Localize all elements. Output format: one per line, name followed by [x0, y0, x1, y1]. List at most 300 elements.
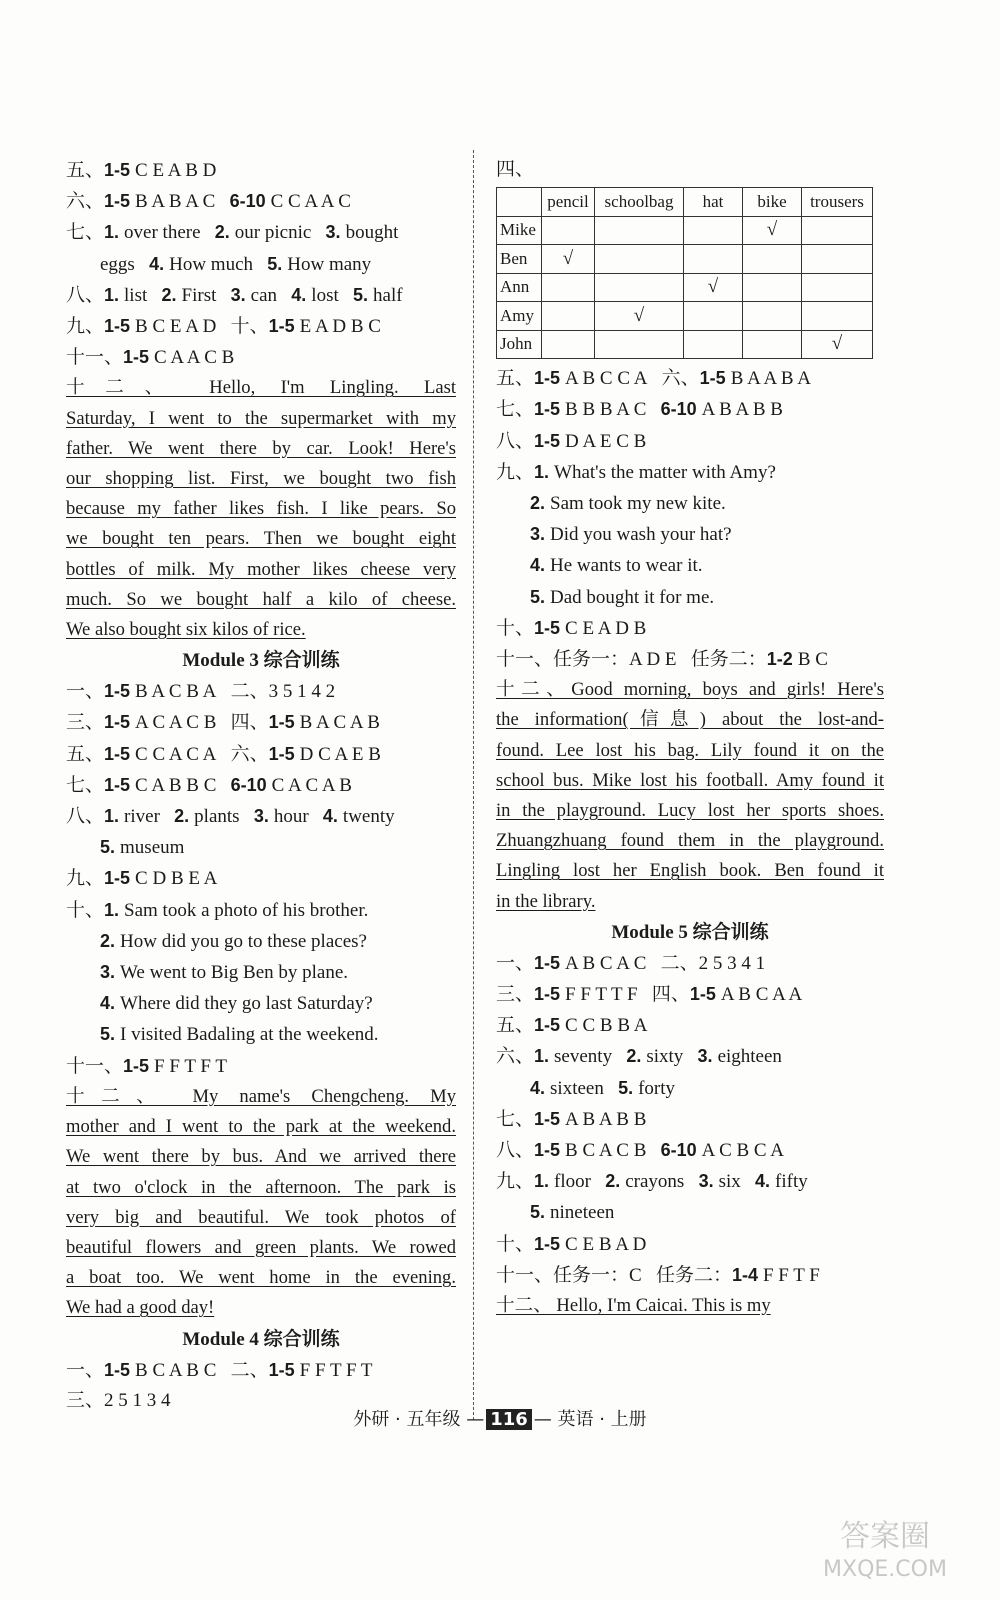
answer-text: 1-5: [104, 774, 136, 795]
table-cell: [542, 273, 595, 302]
answer-text: 1-5: [534, 1140, 566, 1161]
table-cell: [595, 330, 684, 359]
answer-text: B A C B A 二、3 5 1 4 2: [135, 681, 336, 703]
answer-text: 1-5: [104, 316, 136, 337]
answer-text: 2.: [605, 1171, 626, 1192]
answer-text: 2.: [174, 806, 195, 827]
table-cell: [743, 302, 802, 331]
answer-text: 1-5: [104, 160, 136, 180]
answer-text: 2.: [161, 284, 182, 305]
essay-text: the information(信息) about the lost-and-: [496, 709, 884, 731]
table-header-cell: schoolbag: [595, 188, 684, 217]
answer-text: lost: [311, 284, 353, 306]
essay-text: a boat too. We went home in the evening.: [66, 1267, 456, 1289]
answer-line: [66, 280, 456, 311]
essay-line: [66, 1203, 456, 1233]
answer-text: What's the matter with Amy?: [554, 461, 776, 483]
answer-text: 1-5: [104, 681, 136, 702]
answer-text: eggs: [100, 253, 150, 275]
section-number: 一、: [66, 1359, 105, 1381]
table-header-cell: pencil: [542, 188, 595, 217]
answer-line: [496, 426, 884, 457]
answer-line: [496, 644, 884, 675]
section-number: 一、: [496, 952, 535, 974]
table-cell: [684, 245, 743, 274]
answer-text: Sam took my new kite.: [550, 493, 726, 515]
essay-line: [496, 856, 884, 886]
essay-text: in the library.: [496, 890, 596, 912]
answer-line: [496, 1260, 884, 1291]
answer-text: A B C A A: [720, 984, 803, 1006]
answer-text: forty: [638, 1077, 676, 1099]
answer-text: 1-5: [689, 984, 721, 1005]
answer-line: [66, 770, 456, 801]
answer-text: 3.: [100, 962, 121, 983]
answer-text: 1-5: [534, 1108, 566, 1129]
answer-line: [496, 979, 884, 1010]
answer-line: [496, 1104, 884, 1135]
answer-text: bought: [345, 222, 399, 244]
table-cell: [542, 330, 595, 359]
answer-line: [66, 707, 456, 738]
answer-text: 3.: [530, 524, 551, 545]
answer-text: 4.: [149, 253, 170, 274]
section-number: 十、: [66, 899, 105, 921]
essay-line: [66, 1233, 456, 1263]
answer-text: F F T F T: [154, 1055, 227, 1077]
answer-text: 1.: [534, 1046, 555, 1067]
answer-text: 4.: [322, 806, 343, 827]
essay-text: in the playground. Lucy lost her sports shoes.: [496, 800, 884, 822]
section-number: 七、: [496, 1108, 535, 1130]
section-number: 十一、: [66, 347, 124, 369]
answer-line: [496, 1166, 884, 1197]
answer-text: fifty: [775, 1171, 808, 1193]
answer-text: twenty: [342, 806, 395, 828]
answer-line: [496, 948, 884, 979]
essay-text: at two o'clock in the afternoon. The park is: [66, 1176, 456, 1198]
answer-line: [496, 1135, 884, 1166]
essay-line: [66, 1293, 456, 1323]
essay-line: [496, 1291, 884, 1321]
answer-text: 2.: [626, 1046, 647, 1067]
footer-left: 外研 · 五年级 —: [353, 1409, 485, 1430]
footer-right: — 英语 · 上册: [533, 1409, 647, 1430]
section-number: 八、: [66, 284, 105, 306]
table-row-name: Ann: [497, 273, 542, 302]
check-mark: √: [595, 302, 684, 331]
section-number: 九、: [66, 868, 105, 890]
answer-line: [496, 550, 884, 581]
table-cell: [542, 216, 595, 245]
answer-text: 5.: [353, 284, 374, 305]
table-cell: [802, 245, 873, 274]
answer-text: He wants to wear it.: [550, 555, 703, 577]
answer-text: 4.: [100, 993, 121, 1014]
essay-line: [66, 524, 456, 554]
answer-line: [496, 613, 884, 644]
answer-line: [66, 739, 456, 770]
answer-text: our picnic: [234, 222, 326, 244]
answer-line: [496, 1041, 884, 1072]
answer-text: A B A B B: [565, 1108, 647, 1130]
section-number: 五、: [66, 743, 105, 765]
answer-text: C A A C B: [154, 347, 235, 369]
answer-line: [66, 342, 456, 373]
answer-line: [66, 832, 456, 863]
module-heading: Module 4 综合训练: [182, 1328, 340, 1350]
essay-line: [66, 494, 456, 524]
answer-text: 4.: [291, 284, 312, 305]
module-heading: Module 3 综合训练: [182, 650, 340, 672]
answer-text: Where did they go last Saturday?: [120, 993, 373, 1015]
section-number: 一、: [66, 681, 105, 703]
essay-text: very big and beautiful. We took photos of: [66, 1206, 456, 1228]
answer-text: D A E C B: [565, 430, 647, 452]
answer-text: 任务一：C 任务二：: [553, 1264, 732, 1286]
essay-line: [66, 1082, 456, 1112]
essay-line: [496, 826, 884, 856]
answer-line: [66, 676, 456, 707]
answer-text: 6-10: [660, 1140, 702, 1161]
right-column: [496, 155, 884, 1321]
column-divider: [473, 150, 475, 1420]
answer-text: 1.: [534, 1171, 555, 1192]
answer-line: [66, 311, 456, 342]
answer-text: B A A B A: [730, 368, 811, 390]
table-cell: [743, 330, 802, 359]
svg-text:答案圈: 答案圈: [840, 1519, 930, 1554]
answer-line: [66, 895, 456, 926]
table-cell: [743, 273, 802, 302]
answer-text: B B B A C: [565, 399, 661, 421]
answer-text: How many: [287, 253, 372, 275]
table-header-cell: hat: [684, 188, 743, 217]
essay-text: Saturday, I went to the supermarket with my: [66, 407, 456, 429]
section-number: 八、: [496, 430, 535, 452]
answer-text: can: [250, 284, 292, 306]
answer-text: 1.: [104, 222, 125, 243]
essay-line: [66, 615, 456, 645]
essay-line: [66, 585, 456, 615]
answer-text: over there: [124, 222, 215, 244]
essay-line: [66, 373, 456, 403]
table-cell: [802, 273, 873, 302]
answer-line: [496, 394, 884, 425]
check-mark: √: [684, 273, 743, 302]
answer-text: 3.: [697, 1046, 718, 1067]
essay-text: much. So we bought half a kilo of cheese.: [66, 588, 456, 610]
answer-text: C D B E A: [135, 868, 218, 890]
essay-text: school bus. Mike lost his football. Amy found it: [496, 769, 884, 791]
section-number: 九、: [496, 461, 535, 483]
answer-line: [66, 926, 456, 957]
answer-line: [496, 1010, 884, 1041]
essay-text: 十二、 Hello, I'm Lingling. Last: [66, 377, 456, 399]
section-number: 三、: [496, 984, 535, 1006]
table-header-cell: bike: [743, 188, 802, 217]
answer-text: First: [181, 284, 231, 306]
essay-text: bottles of milk. My mother likes cheese very: [66, 558, 456, 580]
table-row-name: Amy: [497, 302, 542, 331]
answer-text: Dad bought it for me.: [550, 586, 715, 608]
answer-line: [66, 801, 456, 832]
answer-line: [496, 1229, 884, 1260]
section-number: 五、: [66, 160, 105, 181]
section-number: 七、: [66, 222, 105, 244]
table-cell: [802, 302, 873, 331]
answer-text: hour: [273, 806, 323, 828]
answer-text: 5.: [100, 837, 121, 858]
check-mark: √: [542, 245, 595, 274]
answer-text: 1-5: [534, 952, 566, 973]
answer-text: B A B A C: [135, 191, 230, 213]
answer-text: F F T T F 四、: [565, 984, 690, 1006]
answer-text: 1-5: [534, 617, 566, 638]
answer-text: floor: [554, 1171, 606, 1193]
table-cell: [802, 216, 873, 245]
essay-text: 十二、Good morning, boys and girls! Here's: [496, 679, 884, 701]
answer-text: 4.: [530, 555, 551, 576]
table-row-name: Ben: [497, 245, 542, 274]
check-mark: √: [743, 216, 802, 245]
answer-line: [66, 988, 456, 1019]
essay-line: [66, 1142, 456, 1172]
table-cell: [684, 330, 743, 359]
answer-line: [496, 363, 884, 394]
section-label: 四、: [496, 159, 535, 180]
answer-text: A B C C A 六、: [565, 368, 700, 390]
answer-text: 1-5: [104, 868, 136, 889]
answer-text: sixty: [646, 1046, 698, 1068]
table-row-name: John: [497, 330, 542, 359]
answer-table: [496, 187, 873, 359]
essay-text: found. Lee lost his bag. Lily found it on the: [496, 739, 884, 761]
answer-text: We went to Big Ben by plane.: [120, 962, 349, 984]
essay-line: [496, 766, 884, 796]
section-number: 十一、: [66, 1055, 124, 1077]
answer-text: C A C A B: [271, 774, 352, 796]
answer-text: 1-5: [104, 743, 136, 764]
answer-text: How did you go to these places?: [120, 930, 367, 952]
page-footer: [0, 1405, 1000, 1431]
answer-text: list: [124, 284, 162, 306]
answer-text: C E A D B: [565, 617, 647, 639]
section-number: 九、: [66, 316, 105, 338]
section-number: 八、: [66, 806, 105, 828]
answer-text: 2.: [530, 493, 551, 514]
answer-text: 1-5: [268, 712, 300, 733]
answer-text: 5.: [100, 1024, 121, 1045]
answer-text: sixteen: [550, 1077, 619, 1099]
section-number: 七、: [496, 399, 535, 421]
essay-line: [496, 705, 884, 735]
answer-text: 2.: [214, 222, 235, 243]
section-number: 五、: [496, 1015, 535, 1037]
answer-text: 1-5: [104, 712, 136, 733]
essay-line: [66, 404, 456, 434]
answer-text: C C B B A: [565, 1015, 648, 1037]
answer-text: 1-5: [534, 1233, 566, 1254]
answer-text: 4.: [530, 1077, 551, 1098]
table-header-cell: [497, 188, 542, 217]
answer-text: 1-5: [534, 430, 566, 451]
answer-text: half: [373, 284, 403, 306]
answer-line: [496, 1073, 884, 1104]
essay-line: [66, 1173, 456, 1203]
answer-line: [496, 519, 884, 550]
answer-text: 5.: [530, 1202, 551, 1223]
section-number: 九、: [496, 1171, 535, 1193]
essay-text: Lingling lost her English book. Ben found it: [496, 860, 884, 882]
answer-text: museum: [120, 837, 185, 859]
essay-text: We went there by bus. And we arrived there: [66, 1146, 456, 1168]
table-cell: [595, 216, 684, 245]
answer-text: 6-10: [230, 774, 272, 795]
essay-text: beautiful flowers and green plants. We rowed: [66, 1236, 456, 1258]
answer-text: How much: [169, 253, 268, 275]
answer-text: six: [718, 1171, 756, 1193]
answer-text: 1-5: [104, 1359, 136, 1380]
answer-text: C C A C A 六、: [135, 743, 269, 765]
section-number: 五、: [496, 368, 535, 390]
answer-text: 4.: [755, 1171, 776, 1192]
answer-text: plants: [194, 806, 254, 828]
essay-text: our shopping list. First, we bought two fish: [66, 468, 456, 490]
answer-line: [496, 1197, 884, 1228]
answer-text: eighteen: [717, 1046, 782, 1068]
essay-line: [66, 1112, 456, 1142]
answer-text: B A C A B: [299, 712, 380, 734]
answer-text: Did you wash your hat?: [550, 524, 732, 546]
answer-line: [496, 488, 884, 519]
essay-line: [496, 675, 884, 705]
essay-line: [66, 464, 456, 494]
answer-text: Sam took a photo of his brother.: [124, 899, 369, 921]
answer-text: A B C A C 二、2 5 3 4 1: [565, 952, 766, 974]
answer-text: A C B C A: [701, 1140, 785, 1162]
section-number: 八、: [496, 1140, 535, 1162]
table-header-cell: trousers: [802, 188, 873, 217]
answer-text: F F T F: [762, 1264, 820, 1286]
answer-text: B C A B C 二、: [135, 1359, 269, 1381]
essay-text: 十二、 My name's Chengcheng. My: [66, 1085, 456, 1107]
answer-text: 1-5: [534, 399, 566, 420]
answer-line: [66, 1355, 456, 1386]
table-cell: [684, 302, 743, 331]
answer-text: B C E A D 十、: [135, 316, 269, 338]
answer-text: 任务一：A D E 任务二：: [553, 649, 767, 671]
answer-text: 2 5 1 3 4: [104, 1389, 171, 1411]
answer-text: 6-10: [660, 399, 702, 420]
answer-text: E A D B C: [299, 316, 381, 338]
answer-line: [496, 582, 884, 613]
answer-text: 1-5: [123, 1055, 155, 1076]
answer-text: 1-5: [268, 743, 300, 764]
answer-text: 6-10: [229, 191, 271, 212]
answer-text: 1-5: [534, 1015, 566, 1036]
answer-text: 1.: [104, 284, 125, 305]
svg-text:MXQE.COM: MXQE.COM: [823, 1557, 947, 1582]
essay-line: [496, 736, 884, 766]
answer-line: [66, 1051, 456, 1082]
answer-line: [496, 457, 884, 488]
answer-text: 3.: [230, 284, 251, 305]
answer-line: [66, 155, 456, 186]
answer-line: [66, 217, 456, 248]
answer-text: 5.: [267, 253, 288, 274]
answer-text: C E B A D: [565, 1233, 647, 1255]
answer-text: 3.: [253, 806, 274, 827]
answer-text: 1-5: [699, 368, 731, 389]
section-number: 十、: [496, 1233, 535, 1255]
answer-text: crayons: [625, 1171, 699, 1193]
answer-text: A B A B B: [701, 399, 783, 421]
answer-text: nineteen: [550, 1202, 615, 1224]
answer-text: 2.: [100, 930, 121, 951]
answer-text: 3.: [325, 222, 346, 243]
essay-text: because my father likes fish. I like pears. So: [66, 498, 456, 520]
table-cell: [595, 273, 684, 302]
answer-text: 1-5: [268, 1359, 300, 1380]
answer-text: 1.: [104, 806, 125, 827]
answer-line: [66, 957, 456, 988]
section-number: 三、: [66, 712, 105, 734]
table-cell: [743, 245, 802, 274]
essay-line: [496, 796, 884, 826]
answer-text: river: [124, 806, 175, 828]
answer-text: C E A B D: [135, 160, 217, 181]
section-number: 六、: [66, 191, 105, 213]
section-number: 七、: [66, 774, 105, 796]
section-number: 三、: [66, 1389, 105, 1411]
table-cell: [542, 302, 595, 331]
table-row-name: Mike: [497, 216, 542, 245]
answer-text: A C A C B 四、: [135, 712, 269, 734]
essay-text: Zhuangzhuang found them in the playground.: [496, 830, 884, 852]
essay-line: [66, 555, 456, 585]
answer-text: 1-5: [534, 984, 566, 1005]
answer-text: 1.: [104, 899, 125, 920]
answer-text: 1-5: [268, 316, 300, 337]
answer-line: [66, 1019, 456, 1050]
answer-text: C A B B C: [135, 774, 231, 796]
essay-text: mother and I went to the park at the weekend.: [66, 1116, 456, 1138]
answer-text: seventy: [554, 1046, 627, 1068]
essay-text: we bought ten pears. Then we bought eight: [66, 528, 456, 550]
essay-text: father. We went there by car. Look! Here's: [66, 437, 456, 459]
section-number: 十一、: [496, 649, 554, 671]
essay-text: 十二、 Hello, I'm Caicai. This is my: [496, 1295, 771, 1317]
essay-line: [66, 434, 456, 464]
answer-text: B C: [797, 649, 828, 671]
essay-line: [496, 887, 884, 917]
essay-text: We also bought six kilos of rice.: [66, 619, 306, 641]
section-number: 六、: [496, 1046, 535, 1068]
answer-line: [66, 249, 456, 280]
answer-text: 3.: [698, 1171, 719, 1192]
check-mark: √: [802, 330, 873, 359]
answer-text: D C A E B: [299, 743, 381, 765]
answer-text: 1-2: [766, 649, 798, 670]
answer-text: B C A C B: [565, 1140, 661, 1162]
essay-line: [66, 1263, 456, 1293]
answer-line: [66, 186, 456, 217]
page-number: 116: [486, 1409, 532, 1430]
table-cell: [684, 216, 743, 245]
answer-text: 1-5: [104, 191, 136, 212]
table-cell: [595, 245, 684, 274]
